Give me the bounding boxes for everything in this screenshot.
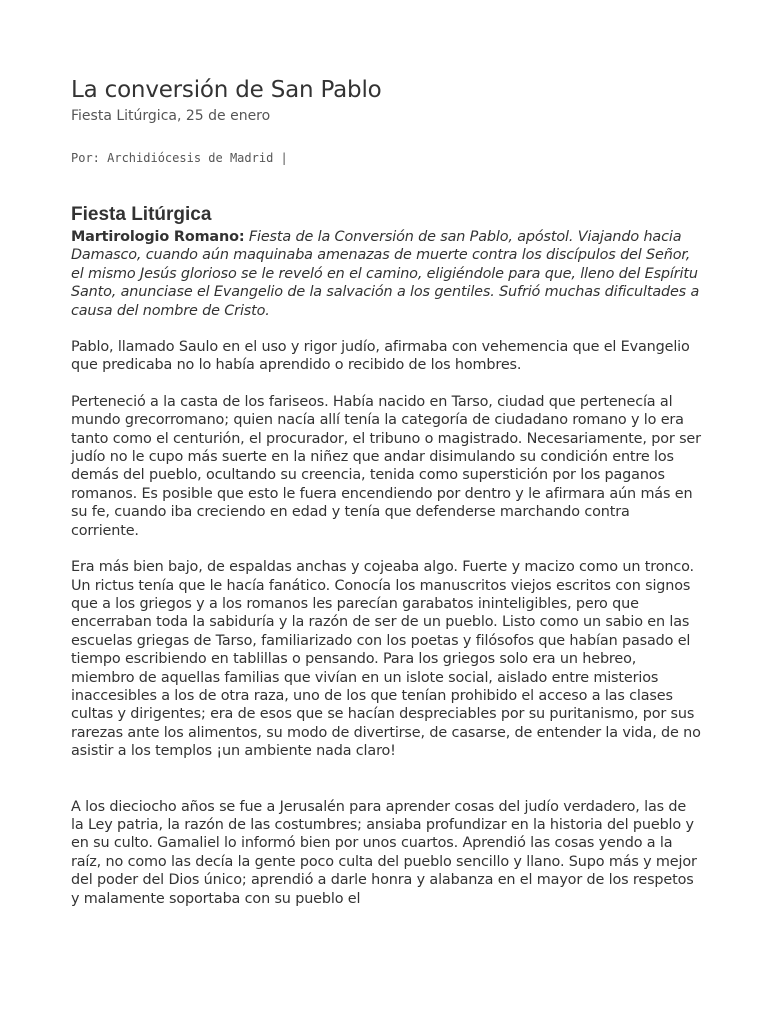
section-heading: Fiesta Litúrgica — [71, 204, 212, 225]
body-paragraph: Era más bien bajo, de espaldas anchas y cojeaba algo. Fuerte y macizo como un tronco. Un rictus tenía que le hacía fanático. Conocía los manuscritos viejos escritos con signos que a los griegos y a los romanos les parecían garabatos ininteligibles, pero que encerraban toda la sabiduría y la razón de ser de un pueblo. Listo como un sabio en las escuelas griegas de Tarso, familiarizado con los poetas y filósofos que habían pasado el tiempo escribiendo en tablillas o pensando. Para los griegos solo era un hebreo, miembro de aquellas familias que vivían en un islote social, aislado entre misterios inaccesibles a los de otra raza, uno de los que tenían prohibido el acceso a las clases cultas y dirigentes; era de esos que se hacían despreciables por su puritanismo, por sus rarezas ante los alimentos, su modo de divertirse, de casarse, de entender la vida, de no asistir a los templos ¡un ambiente nada claro! — [71, 559, 701, 760]
martirologio-quote: Fiesta de la Conversión de san Pablo, apóstol. Viajando hacia Damasco, cuando aún maquinaba amenazas de muerte contra los discípulos del Señor, el mismo Jesús glorioso se le reveló en el camino, eligiéndole para que, lleno del Espíritu Santo, anunciase el Evangelio de la salvación a los gentiles. Sufrió muchas dificultades a causa del nombre de Cristo. — [71, 229, 700, 319]
body-paragraph: Pablo, llamado Saulo en el uso y rigor judío, afirmaba con vehemencia que el Evangelio que predicaba no lo había aprendido o recibido de los hombres. — [71, 339, 690, 374]
article — [71, 76, 701, 908]
body-paragraph: A los dieciocho años se fue a Jerusalén para aprender cosas del judío verdadero, las de la Ley patria, la razón de las costumbres; ansiaba profundizar en la historia del pueblo y en su culto. Gamaliel lo informó bien por unos cuartos. Aprendió las cosas yendo a la raíz, no como las decía la gente poco culta del pueblo sencillo y llano. Supo más y mejor del poder del Dios único; aprendió a darle honra y alabanza en el mayor de los respetos y malamente soportaba con su pueblo el — [71, 798, 697, 907]
page-title: La conversión de San Pablo — [71, 77, 382, 103]
martirologio-paragraph — [71, 228, 701, 320]
page-subtitle: Fiesta Litúrgica, 25 de enero — [71, 108, 271, 124]
martirologio-label: Martirologio Romano: — [71, 229, 245, 245]
byline: Por: Archidiócesis de Madrid | — [71, 151, 288, 165]
body-paragraph: Perteneció a la casta de los fariseos. Había nacido en Tarso, ciudad que pertenecía al mundo grecorromano; quien nacía allí tenía la categoría de ciudadano romano y lo era tanto como el centurión, el procurador, el tribuno o magistrado. Necesariamente, por ser judío no le cupo más suerte en la niñez que andar disimulando su condición entre los demás del pueblo, ocultando su creencia, tenida como superstición por los paganos romanos. Es posible que esto le fuera encendiendo por dentro y le afirmara aún más en su fe, cuando iba creciendo en edad y tenía que defenderse marchando contra corriente. — [71, 393, 701, 539]
